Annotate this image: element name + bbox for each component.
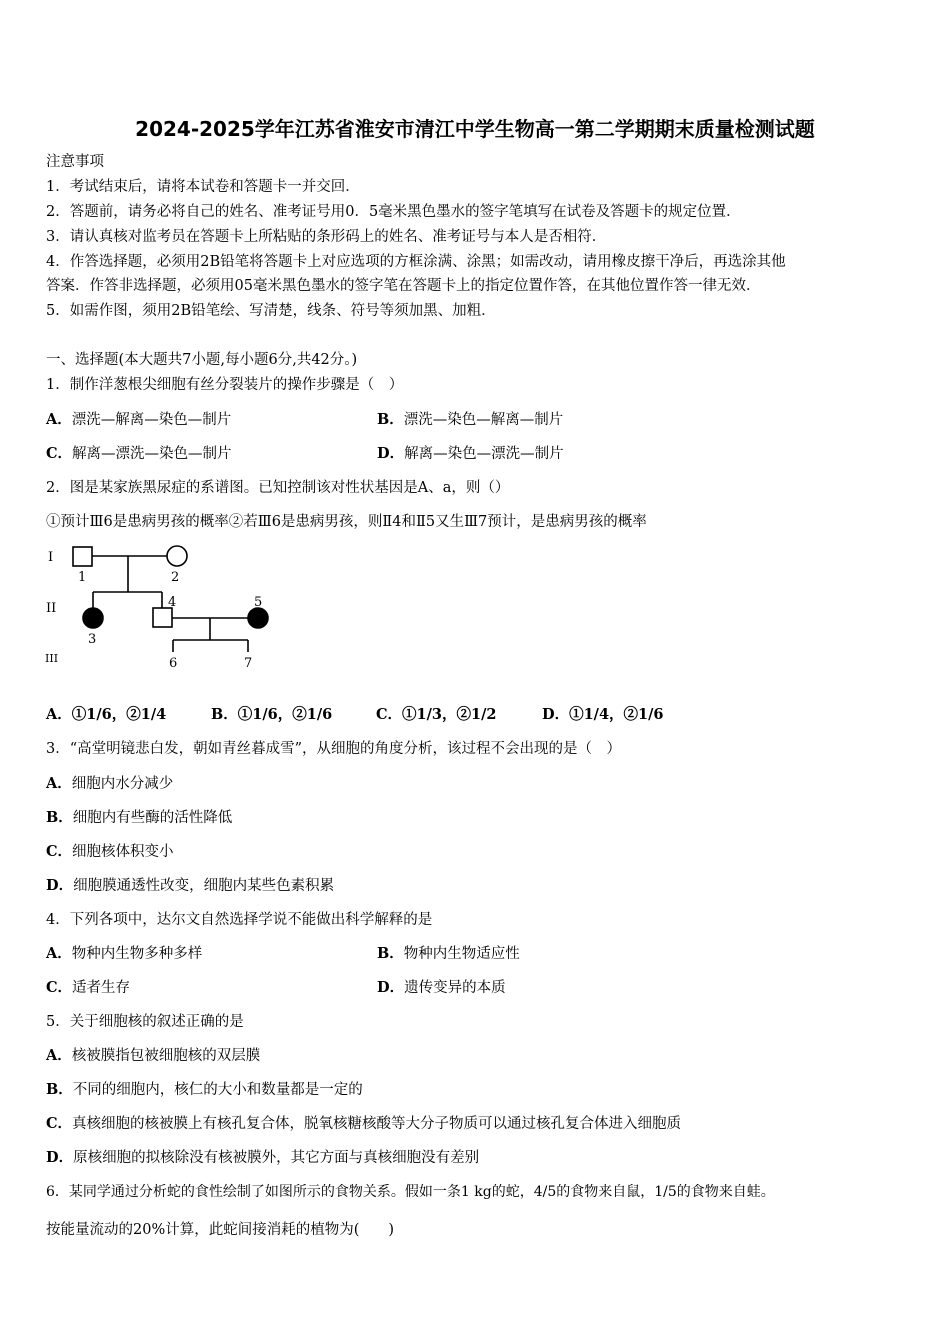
q5-option-b — [46, 1081, 363, 1099]
individual-number: 7 — [244, 656, 253, 671]
female-affected-3 — [83, 608, 103, 628]
individual-number: 2 — [171, 570, 180, 585]
generation-label: I — [48, 550, 54, 565]
q3-option-c — [46, 843, 174, 861]
option-text: ①1/3，②1/2 — [402, 706, 497, 723]
individual-number: 1 — [78, 570, 87, 585]
q4-option-d — [377, 979, 506, 997]
q2-option-b — [211, 706, 332, 724]
option-label: A． — [46, 945, 72, 962]
option-text: ①1/4，②1/6 — [569, 706, 664, 723]
q1-option-c — [46, 445, 232, 463]
q3-option-d — [46, 877, 334, 895]
notice-item: 3．请认真核对监考员在答题卡上所粘贴的条形码上的姓名、准考证号与本人是否相符． — [46, 229, 607, 245]
q2-option-c — [376, 706, 497, 724]
notice-item: 2．答题前，请务必将自己的姓名、准考证号用0．5毫米黑色墨水的签字笔填写在试卷及答题卡的规定位置． — [46, 204, 741, 220]
option-text: 解离—染色—漂洗—制片 — [404, 446, 564, 462]
q2-option-d — [542, 706, 664, 724]
q2-option-a — [46, 706, 166, 724]
option-label: D． — [377, 445, 405, 462]
q5-option-d — [46, 1149, 479, 1167]
option-label: A． — [46, 775, 72, 792]
female-unaffected-2 — [167, 546, 187, 566]
q5-option-c — [46, 1115, 681, 1133]
generation-label: II — [46, 601, 57, 616]
option-text: 细胞核体积变小 — [72, 844, 174, 860]
option-text: 原核细胞的拟核除没有核被膜外，其它方面与真核细胞没有差别 — [73, 1150, 480, 1166]
option-text: 适者生存 — [72, 980, 131, 996]
option-label: D． — [377, 979, 405, 996]
q4-option-a — [46, 945, 202, 963]
option-label: C． — [376, 706, 403, 723]
option-label: D． — [542, 706, 570, 723]
option-text: 细胞膜通透性改变，细胞内某些色素积累 — [73, 878, 335, 894]
option-label: C． — [46, 1115, 73, 1132]
question-6-stem: 6．某同学通过分析蛇的食性绘制了如图所示的食物关系。假如一条1 kg的蛇，4/5的食物来自鼠，1/5的食物来自蛙。 — [46, 1184, 775, 1200]
individual-number: 3 — [88, 632, 97, 647]
option-label: A． — [46, 411, 72, 428]
option-text: 细胞内有些酶的活性降低 — [72, 810, 233, 826]
option-label: D． — [46, 877, 74, 894]
individual-number: 5 — [254, 595, 263, 610]
option-label: B． — [377, 945, 404, 962]
individual-number: 4 — [168, 595, 177, 610]
question-4-stem: 4．下列各项中，达尔文自然选择学说不能做出科学解释的是 — [46, 912, 433, 928]
notice-item: 1．考试结束后，请将本试卷和答题卡一并交回． — [46, 179, 360, 195]
question-3-stem: 3．“高堂明镜悲白发，朝如青丝暮成雪”，从细胞的角度分析，该过程不会出现的是（ ） — [46, 741, 622, 757]
option-text: 核被膜指包被细胞核的双层膜 — [71, 1048, 261, 1064]
section-heading: 一、选择题(本大题共7小题,每小题6分,共42分。) — [46, 352, 358, 368]
male-unaffected-1 — [73, 547, 92, 566]
q3-option-b — [46, 809, 232, 827]
option-text: 解离—漂洗—染色—制片 — [72, 446, 232, 462]
option-text: 真核细胞的核被膜上有核孔复合体，脱氧核糖核酸等大分子物质可以通过核孔复合体进入细胞质 — [72, 1116, 682, 1132]
option-text: 漂洗—染色—解离—制片 — [403, 412, 564, 428]
q3-option-a — [46, 775, 173, 793]
female-affected-5 — [248, 608, 268, 628]
q5-option-a — [46, 1047, 260, 1065]
option-text: ①1/6，②1/4 — [71, 706, 167, 723]
notice-heading: 注意事项 — [46, 154, 104, 170]
option-text: 物种内生物多种多样 — [71, 946, 203, 962]
q4-option-b — [377, 945, 520, 963]
option-text: 细胞内水分减少 — [71, 776, 174, 792]
q4-option-c — [46, 979, 130, 997]
notice-item: 4．作答选择题，必须用2B铅笔将答题卡上对应选项的方框涂满、涂黑；如需改动，请用橡皮擦干净后，再选涂其他 — [46, 254, 786, 270]
option-text: 物种内生物适应性 — [403, 946, 520, 962]
option-label: C． — [46, 843, 73, 860]
option-text: 遗传变异的本质 — [404, 980, 506, 996]
option-label: B． — [211, 706, 238, 723]
option-label: B． — [46, 809, 73, 826]
option-label: A． — [46, 706, 72, 723]
individual-number: 6 — [169, 656, 178, 671]
option-label: B． — [377, 411, 404, 428]
generation-label: III — [45, 652, 59, 665]
option-label: C． — [46, 445, 73, 462]
q1-option-d — [377, 445, 564, 463]
question-5-stem: 5．关于细胞核的叙述正确的是 — [46, 1014, 244, 1030]
option-label: C． — [46, 979, 73, 996]
q1-option-a — [46, 411, 231, 429]
option-text: 漂洗—解离—染色—制片 — [71, 412, 232, 428]
page-title: 2024-2025学年江苏省淮安市清江中学生物高一第二学期期末质量检测试题 — [135, 117, 815, 141]
option-text: 不同的细胞内，核仁的大小和数量都是一定的 — [72, 1082, 363, 1098]
notice-item: 5．如需作图，须用2B铅笔绘、写清楚，线条、符号等须加黑、加粗． — [46, 303, 496, 319]
option-label: B． — [46, 1081, 73, 1098]
option-text: ①1/6，②1/6 — [237, 706, 333, 723]
q1-option-b — [377, 411, 563, 429]
question-1-stem: 1．制作洋葱根尖细胞有丝分裂装片的操作步骤是（ ） — [46, 377, 404, 393]
question-6-stem-continued: 按能量流动的20%计算，此蛇间接消耗的植物为( ) — [46, 1222, 395, 1238]
question-2-stem: 2．图是某家族黑尿症的系谱图。已知控制该对性状基因是A、a，则（） — [46, 480, 510, 496]
option-label: D． — [46, 1149, 74, 1166]
option-label: A． — [46, 1047, 72, 1064]
male-unaffected-4 — [153, 608, 172, 627]
question-2-sub: ①预计Ⅲ6是患病男孩的概率②若Ⅲ6是患病男孩，则Ⅱ4和Ⅱ5又生Ⅲ7预计，是患病男孩的概率 — [46, 514, 647, 530]
notice-item: 答案．作答非选择题，必须用05毫米黑色墨水的签字笔在答题卡上的指定位置作答，在其他位置作答一律无效． — [46, 278, 761, 294]
pedigree-chart — [40, 540, 290, 675]
